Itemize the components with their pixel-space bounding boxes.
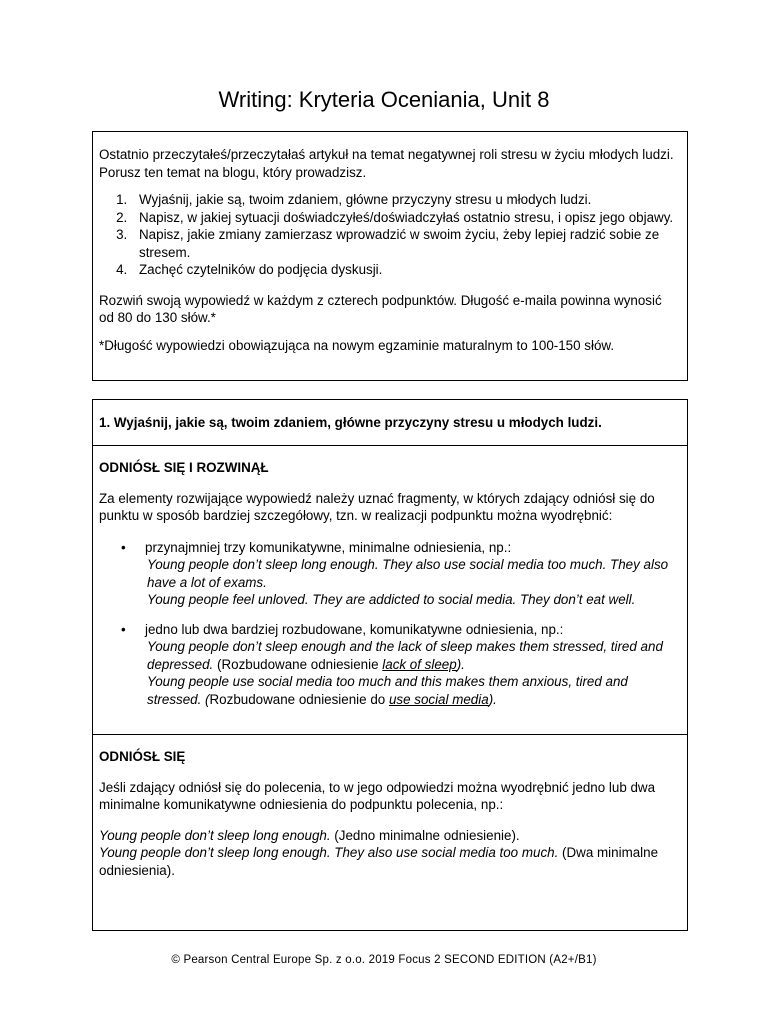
- example-note: Rozbudowane odniesienie do: [209, 691, 389, 707]
- bullet-label: jedno lub dwa bardziej rozbudowane, komunikatywne odniesienia, np.:: [145, 621, 564, 637]
- task-point: 1. Wyjaśnij, jakie są, twoim zdaniem, główne przyczyny stresu u młodych ludzi.: [131, 191, 679, 209]
- task-instruction: Rozwiń swoją wypowiedź w każdym z czterech podpunktów. Długość e-maila powinna wynosić od 80 do 130 słów.*: [99, 292, 662, 325]
- example-line: [145, 638, 679, 673]
- example-text: Young people don’t sleep long enough. They also use social media too much. They also have a lot of exams.: [147, 557, 669, 590]
- referred-heading: ODNIÓSŁ SIĘ: [99, 749, 186, 764]
- list-item: [121, 539, 679, 609]
- underlined-term: lack of sleep: [382, 656, 457, 672]
- bullet-label: przynajmniej trzy komunikatywne, minimalne odniesienia, np.:: [145, 539, 512, 555]
- developed-heading: ODNIÓSŁ SIĘ I ROZWINĄŁ: [99, 460, 269, 475]
- task-point: 2. Napisz, w jakiej sytuacji doświadczyłeś/doświadczyłaś ostatnio stresu, i opisz jego objawy.: [131, 209, 679, 227]
- example-line: [145, 673, 679, 708]
- list-item: [121, 621, 679, 709]
- example-note-close: ).: [456, 656, 465, 672]
- task-note: *Długość wypowiedzi obowiązująca na nowym egzaminie maturalnym to 100-150 słów.: [99, 337, 615, 353]
- bullet-icon: •: [121, 539, 126, 555]
- example-text: Young people don’t sleep enough and the lack of sleep makes them stressed, tired and depressed.: [147, 639, 663, 672]
- example-note: (Jedno minimalne odniesienie).: [330, 827, 520, 843]
- page-title: Writing: Kryteria Oceniania, Unit 8: [218, 87, 550, 112]
- underlined-term: use social media: [388, 691, 489, 707]
- developed-section: [93, 446, 687, 735]
- developed-intro: Za elementy rozwijające wypowiedź należy uznać fragmenty, w których zdający odniósł się do punktu w sposób bardziej szczegółowy, tzn. w realizacji podpunktu można wyodrębnić:: [99, 490, 655, 523]
- example-note-open: (: [201, 691, 210, 707]
- referred-example-1: [99, 827, 679, 845]
- task-point: 3. Napisz, jakie zmiany zamierzasz wprowadzić w swoim życiu, żeby lepiej radzić sobie ze stresem.: [131, 226, 679, 261]
- task-point: 4. Zachęć czytelników do podjęcia dyskusji.: [131, 261, 679, 279]
- task-intro: Ostatnio przeczytałeś/przeczytałaś artykuł na temat negatywnej roli stresu w życiu młodych ludzi. Porusz ten temat na blogu, który prowadzisz.: [99, 147, 674, 180]
- referred-section: [93, 735, 687, 879]
- task-points-list: [99, 191, 679, 279]
- criteria-table: [92, 399, 688, 931]
- bullet-icon: •: [121, 621, 126, 637]
- example-note: (Rozbudowane odniesienie: [213, 656, 383, 672]
- example-text: Young people don’t sleep long enough. They also use social media too much.: [99, 845, 559, 860]
- referred-example-2: [99, 844, 679, 879]
- referred-intro: Jeśli zdający odniósł się do polecenia, to w jego odpowiedzi można wyodrębnić jedno lub dwa minimalne komunikatywne odniesienia do podpunktu polecenia, np.:: [99, 779, 656, 812]
- criteria-point-heading: 1. Wyjaśnij, jakie są, twoim zdaniem, główne przyczyny stresu u młodych ludzi.: [93, 400, 687, 446]
- example-text: Young people don’t sleep long enough.: [99, 827, 331, 843]
- task-box: [92, 131, 688, 381]
- example-text: Young people use social media too much and this makes them anxious, tired and stressed.: [147, 674, 628, 707]
- example-note-close: ).: [488, 691, 497, 707]
- copyright-footer: © Pearson Central Europe Sp. z o.o. 2019 Focus 2 SECOND EDITION (A2+/B1): [171, 954, 597, 966]
- example-note: (Dwa minimalne odniesienia).: [99, 845, 659, 878]
- example-text: Young people feel unloved. They are addicted to social media. They don’t eat well.: [147, 592, 636, 607]
- developed-bullets: [99, 539, 679, 709]
